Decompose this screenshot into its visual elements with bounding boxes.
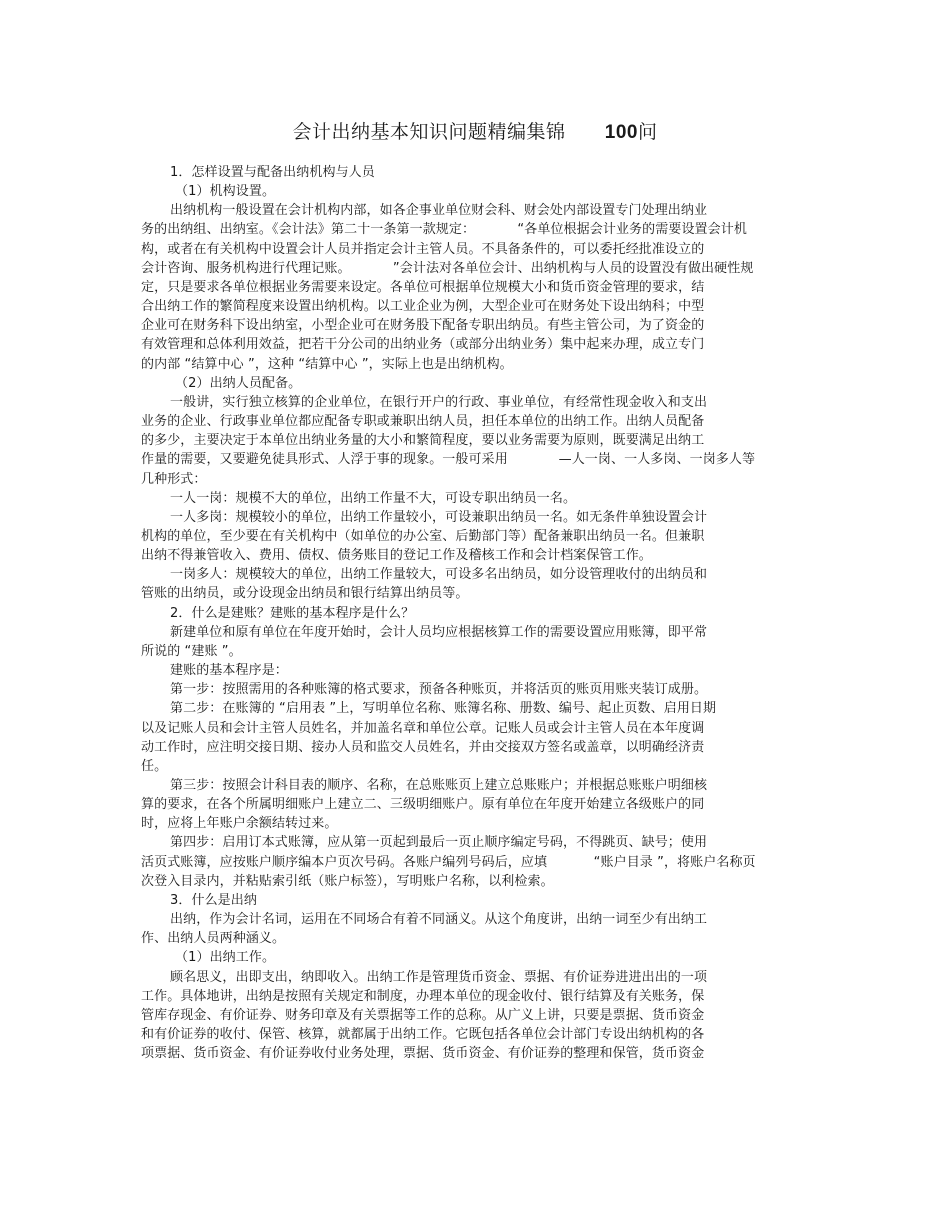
paragraph-line: 会计咨询、服务机构进行代理记账。 ”会计法对各单位会计、出纳机构与人员的设置没有做出硬性规	[141, 260, 754, 276]
paragraph-line: 第二步：在账簿的 “启用表 ”上，写明单位名称、账簿名称、册数、编号、起止页数、启用日期	[170, 701, 717, 717]
paragraph-line: 以及记账人员和会计主管人员姓名，并加盖名章和单位公章。记账人员或会计主管人员在本年度调	[141, 720, 705, 736]
paragraph-line: 几种形式：	[141, 471, 207, 487]
paragraph-line: 合出纳工作的繁简程度来设置出纳机构。以工业企业为例，大型企业可在财务处下设出纳科；中型	[141, 299, 705, 315]
paragraph-line: 一人一岗：规模不大的单位，出纳工作量不大，可设专职出纳员一名。	[170, 490, 577, 506]
paragraph-line: 的多少，主要决定于本单位出纳业务量的大小和繁简程度，要以业务需要为原则，既要满足出纳工	[141, 433, 705, 449]
paragraph-line: 有效管理和总体利用效益，把若干分公司的出纳业务（或部分出纳业务）集中起来办理，成立专门	[141, 337, 705, 353]
paragraph-line: 新建单位和原有单位在年度开始时，会计人员均应根据核算工作的需要设置应用账簿，即平常	[170, 624, 708, 640]
paragraph-line: 企业可在财务科下设出纳室，小型企业可在财务股下配备专职出纳员。有些主管公司，为了资金的	[141, 318, 705, 334]
document-body	[141, 163, 801, 1063]
title-number: 100	[604, 122, 638, 143]
paragraph-line: （1）机构设置。	[175, 184, 276, 200]
paragraph-line: 机构的单位，至少要在有关机构中（如单位的办公室、后勤部门等）配备兼职出纳员一名。但兼职	[141, 528, 705, 544]
title-suffix: 问	[637, 121, 658, 143]
paragraph-line: 一般讲，实行独立核算的企业单位，在银行开户的行政、事业单位，有经常性现金收入和支出	[170, 394, 708, 410]
paragraph-line: 一人多岗：规模较小的单位，出纳工作量较小，可设兼职出纳员一名。如无条件单独设置会计	[170, 509, 708, 525]
paragraph-line: 管账的出纳员，或分设现金出纳员和银行结算出纳员等。	[141, 586, 469, 602]
paragraph-line: 作量的需要，又要避免徒具形式、人浮于事的现象。一般可采用 —人一岗、一人多岗、一岗多人等	[141, 452, 756, 468]
paragraph-line: 第三步：按照会计科目表的顺序、名称，在总账账页上建立总账账户；并根据总账账户明细核	[170, 778, 708, 793]
paragraph-line: 3．什么是出纳	[170, 892, 257, 908]
paragraph-line: 时，应将上年账户余额结转过来。	[141, 816, 338, 832]
paragraph-line: （2）出纳人员配备。	[175, 375, 302, 391]
paragraph-line: 第四步：启用订本式账簿，应从第一页起到最后一页止顺序编定号码，不得跳页、缺号；使用	[170, 835, 708, 851]
title-main: 会计出纳基本知识问题精编集锦	[292, 121, 566, 143]
paragraph-line: 动工作时，应注明交接日期、接办人员和监交人员姓名，并由交接双方签名或盖章，以明确经济责	[141, 739, 705, 755]
paragraph-line: 顾名思义，出即支出，纳即收入。出纳工作是管理货币资金、票据、有价证券进进出出的一项	[170, 969, 708, 985]
paragraph-line: 算的要求，在各个所属明细账户上建立二、三级明细账户。原有单位在年度开始建立各级账户的同	[141, 797, 705, 813]
paragraph-line: 出纳机构一般设置在会计机构内部，如各企事业单位财会科、财会处内部设置专门处理出纳业	[170, 203, 708, 219]
paragraph-line: 2．什么是建账？建账的基本程序是什么？	[170, 605, 415, 621]
paragraph-line: 建账的基本程序是：	[170, 663, 288, 679]
paragraph-line: 活页式账簿，应按账户顺序编本户页次号码。各账户编列号码后，应填 “账户目录 ”，将账户名称页	[141, 854, 756, 870]
paragraph-line: 次登入目录内，并粘贴索引纸（账户标签），写明账户名称，以利检索。	[141, 873, 554, 889]
paragraph-line: 项票据、货币资金、有价证券收付业务处理，票据、货币资金、有价证券的整理和保管，货币资金	[141, 1046, 705, 1062]
paragraph-line: 构，或者在有关机构中设置会计人员并指定会计主管人员。不具备条件的，可以委托经批准设立的	[141, 241, 705, 257]
paragraph-line: （1）出纳工作。	[175, 950, 276, 966]
paragraph-line: 作、出纳人员两种涵义。	[141, 931, 286, 947]
paragraph-line: 和有价证券的收付、保管、核算，就都属于出纳工作。它既包括各单位会计部门专设出纳机构的各	[141, 1027, 705, 1043]
paragraph-line: 1．怎样设置与配备出纳机构与人员	[170, 165, 375, 180]
paragraph-line: 所说的 “建账 ”。	[141, 643, 242, 659]
paragraph-line: 出纳不得兼管收入、费用、债权、债务账目的登记工作及稽核工作和会计档案保管工作。	[141, 548, 652, 564]
paragraph-line: 的内部 “结算中心 ”，这种 “结算中心 ”，实际上也是出纳机构。	[141, 356, 513, 372]
paragraph-line: 任。	[141, 758, 168, 774]
paragraph-line: 出纳，作为会计名词，运用在不同场合有着不同涵义。从这个角度讲，出纳一词至少有出纳工	[170, 912, 708, 928]
document-title	[0, 117, 950, 144]
paragraph-line: 业务的企业、行政事业单位都应配备专职或兼职出纳人员，担任本单位的出纳工作。出纳人员配备	[141, 414, 705, 430]
paragraph-line: 一岗多人：规模较大的单位，出纳工作量较大，可设多名出纳员，如分设管理收付的出纳员和	[170, 567, 708, 583]
paragraph-line: 第一步：按照需用的各种账簿的格式要求，预备各种账页，并将活页的账页用账夹装订成册。	[170, 682, 708, 698]
paragraph-line: 工作。具体地讲，出纳是按照有关规定和制度，办理本单位的现金收付、银行结算及有关账务，保	[141, 988, 705, 1004]
paragraph-line: 定，只是要求各单位根据业务需要来设定。各单位可根据单位规模大小和货币资金管理的要求，结	[141, 279, 705, 295]
paragraph-line: 务的出纳组、出纳室。《会计法》第二十一条第一款规定： “各单位根据会计业务的需要设置会计机	[141, 222, 747, 238]
paragraph-line: 管库存现金、有价证券、财务印章及有关票据等工作的总称。从广义上讲，只要是票据、货币资金	[141, 1007, 705, 1023]
